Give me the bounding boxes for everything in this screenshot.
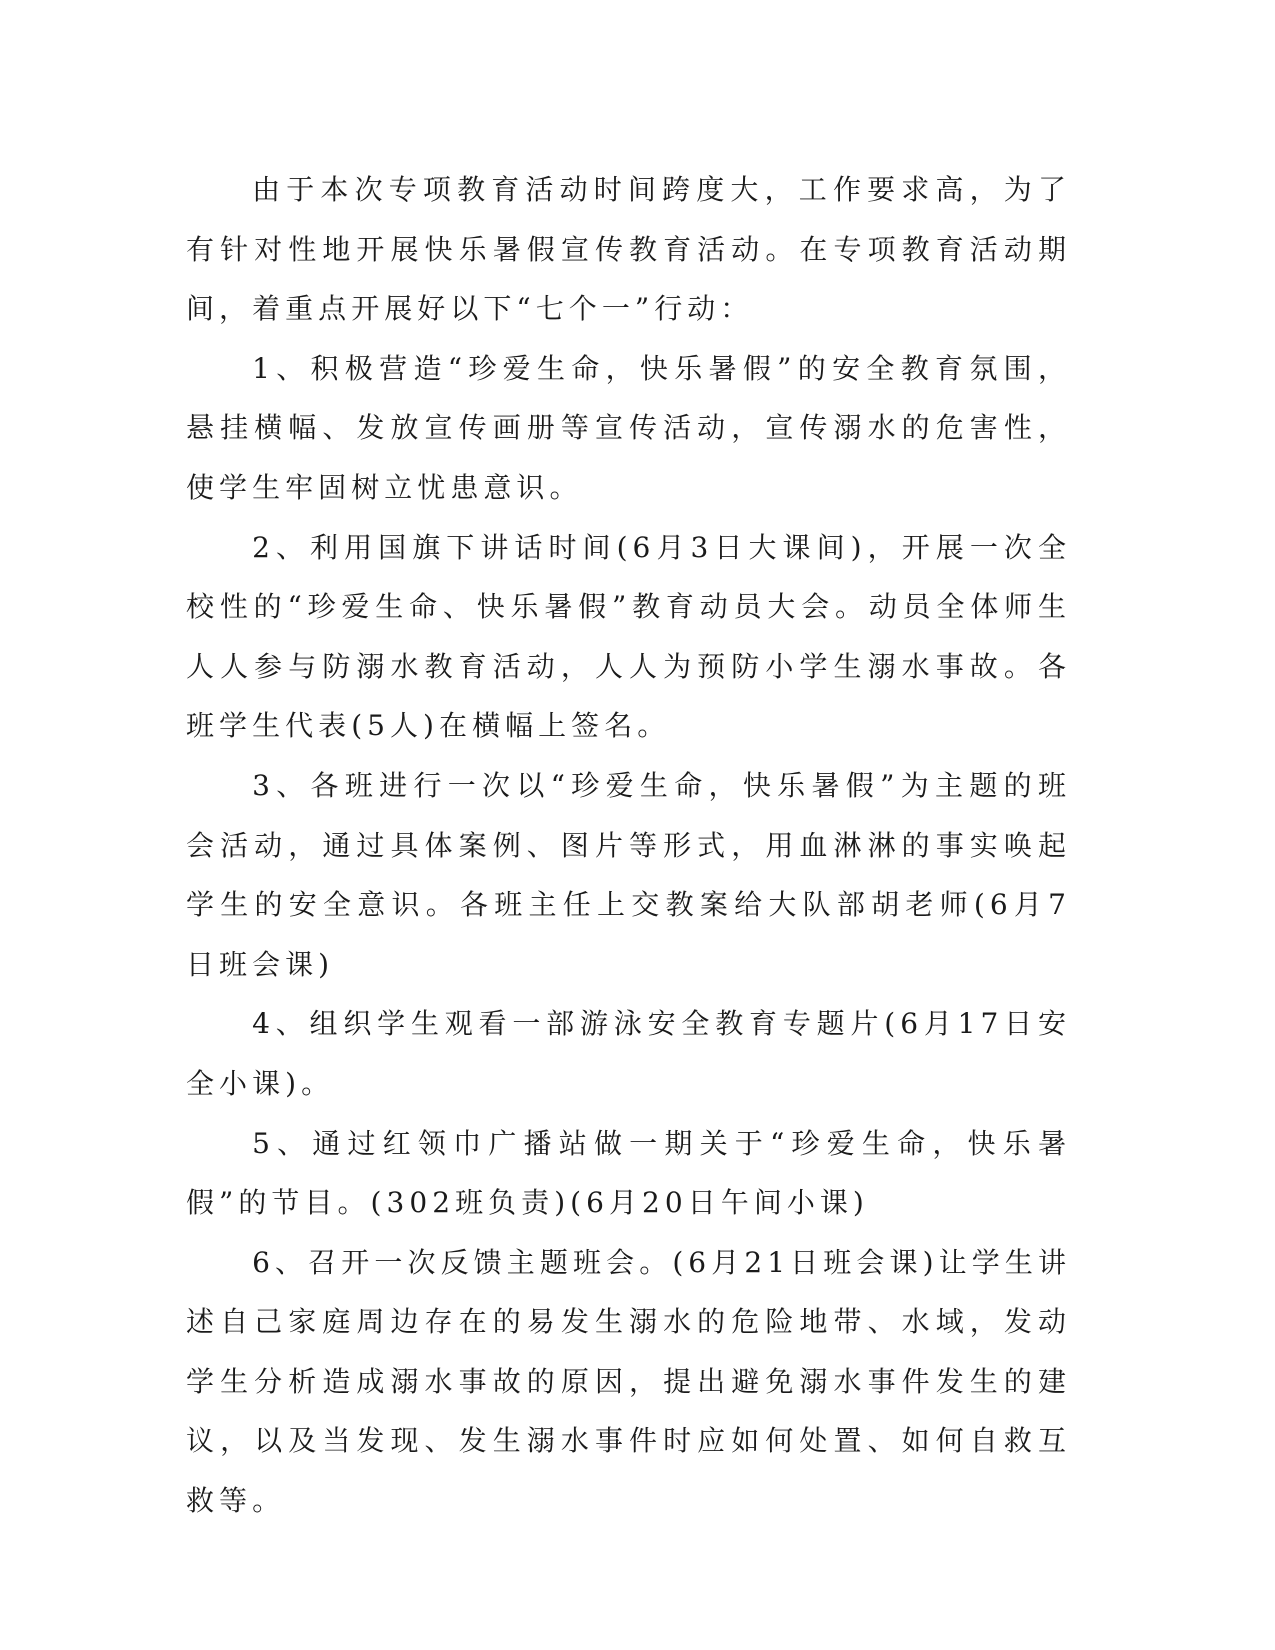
paragraph-item-2: 2、利用国旗下讲话时间(6月3日大课间)，开展一次全校性的“珍爱生命、快乐暑假”教育动员大会。动员全体师生人人参与防溺水教育活动，人人为预防小学生溺水事故。各班学生代表(5人)在横幅上签名。: [186, 530, 1071, 743]
paragraph-item-1: 1、积极营造“珍爱生命，快乐暑假”的安全教育氛围，悬挂横幅、发放宣传画册等宣传活动，宣传溺水的危害性，使学生牢固树立忧患意识。: [186, 351, 1071, 504]
paragraph-item-5: 5、通过红领巾广播站做一期关于“珍爱生命，快乐暑假”的节目。(302班负责)(6月20日午间小课): [186, 1126, 1071, 1220]
paragraph-item-4: 4、组织学生观看一部游泳安全教育专题片(6月17日安全小课)。: [186, 1007, 1071, 1100]
document-body: [186, 160, 1071, 1531]
paragraph-item-3: 3、各班进行一次以“珍爱生命，快乐暑假”为主题的班会活动，通过具体案例、图片等形式，用血淋淋的事实唤起学生的安全意识。各班主任上交教案给大队部胡老师(6月7日班会课): [186, 768, 1071, 981]
paragraph-item-6: 6、召开一次反馈主题班会。(6月21日班会课)让学生讲述自己家庭周边存在的易发生溺水的危险地带、水域，发动学生分析造成溺水事故的原因，提出避免溺水事件发生的建议，以及当发现、发生溺水事件时应如何处置、如何自救互救等。: [186, 1245, 1071, 1518]
paragraph-intro: 由于本次专项教育活动时间跨度大，工作要求高，为了有针对性地开展快乐暑假宣传教育活动。在专项教育活动期间，着重点开展好以下“七个一”行动：: [186, 173, 1071, 326]
